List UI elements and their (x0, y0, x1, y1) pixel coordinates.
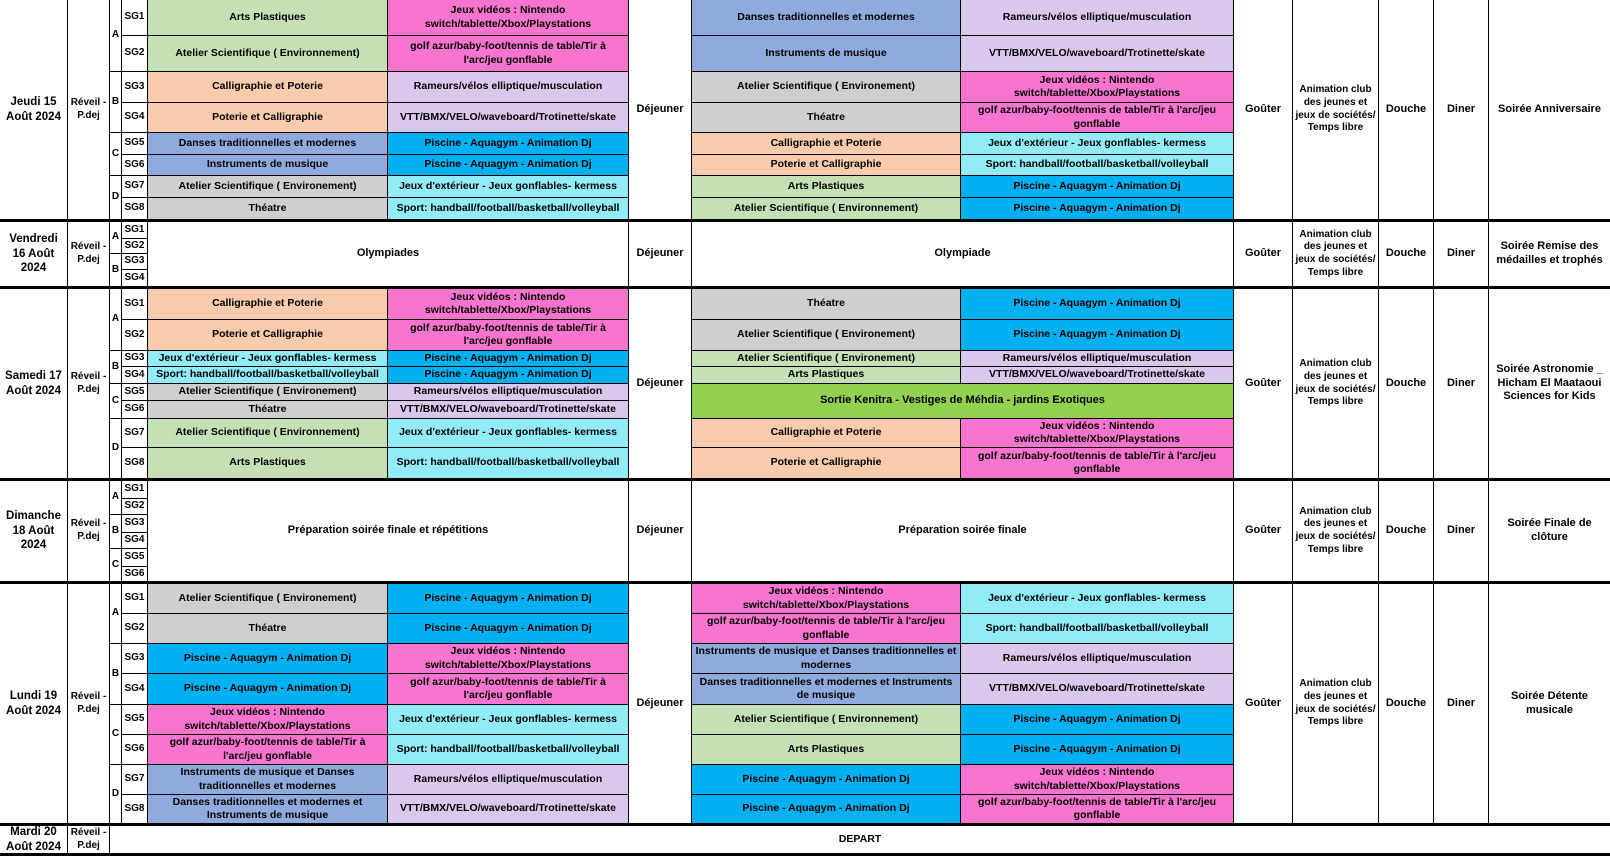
activity-cell: Jeux d'extérieur - Jeux gonflables- kermess (388, 419, 629, 448)
activity-cell: Instruments de musique et Danses traditionnelles et modernes (692, 644, 961, 674)
activity-cell: VTT/BMX/VELO/waveboard/Trotinette/skate (961, 674, 1234, 705)
subgroup-label: SG3 (122, 644, 148, 674)
subgroup-label: SG3 (122, 254, 148, 270)
group-label: B (110, 644, 122, 705)
group-label: D (110, 419, 122, 481)
reveil-cell: Réveil - P.dej (68, 584, 110, 826)
activity-cell: Piscine - Aquagym - Animation Dj (388, 584, 629, 614)
activity-cell: Atelier Scientifique ( Environement) (148, 584, 388, 614)
subgroup-label: SG3 (122, 515, 148, 533)
activity-cell: Jeux d'extérieur - Jeux gonflables- kermess (148, 351, 388, 367)
activity-cell: Rameurs/vélos elliptique/musculation (388, 765, 629, 795)
activity-cell: VTT/BMX/VELO/waveboard/Trotinette/skate (388, 795, 629, 826)
reveil-cell: Réveil - P.dej (68, 222, 110, 289)
diner-cell: Diner (1434, 481, 1489, 584)
animation-cell: Animation club des jeunes et jeux de sociétés/ Temps libre (1293, 0, 1379, 222)
group-label: A (110, 0, 122, 72)
activity-cell: Piscine - Aquagym - Animation Dj (961, 198, 1234, 222)
activity-cell: Piscine - Aquagym - Animation Dj (961, 735, 1234, 765)
activity-cell: Jeux vidéos : Nintendo switch/tablette/Xbox/Playstations (148, 705, 388, 735)
sortie-cell: Sortie Kenitra - Vestiges de Méhdia - jardins Exotiques (692, 384, 1234, 419)
activity-cell: Calligraphie et Poterie (148, 289, 388, 320)
subgroup-label: SG4 (122, 674, 148, 705)
activity-cell: Jeux vidéos : Nintendo switch/tablette/Xbox/Playstations (961, 419, 1234, 448)
subgroup-label: SG2 (122, 320, 148, 351)
activity-cell: Piscine - Aquagym - Animation Dj (692, 795, 961, 826)
gouter-cell: Goûter (1234, 289, 1293, 481)
activity-cell: Rameurs/vélos elliptique/musculation (961, 644, 1234, 674)
activity-cell: Arts Plastiques (148, 0, 388, 36)
activity-cell: Instruments de musique et Danses traditionnelles et modernes (148, 765, 388, 795)
activity-cell: Piscine - Aquagym - Animation Dj (388, 133, 629, 155)
animation-cell: Animation club des jeunes et jeux de sociétés/ Temps libre (1293, 222, 1379, 289)
activity-cell: Piscine - Aquagym - Animation Dj (388, 351, 629, 367)
group-label: A (110, 584, 122, 644)
activity-cell: Piscine - Aquagym - Animation Dj (148, 644, 388, 674)
group-label: B (110, 72, 122, 133)
day-label: Mardi 20 Août 2024 (0, 826, 68, 856)
activity-cell: VTT/BMX/VELO/waveboard/Trotinette/skate (961, 36, 1234, 72)
afternoon-activity: Préparation soirée finale (692, 481, 1234, 584)
subgroup-label: SG7 (122, 419, 148, 448)
activity-cell: Atelier Scientifique ( Environnement) (148, 419, 388, 448)
douche-cell: Douche (1379, 289, 1434, 481)
activity-cell: Jeux d'extérieur - Jeux gonflables- kermess (388, 705, 629, 735)
activity-cell: golf azur/baby-foot/tennis de table/Tir à l'arc/jeu gonflable (961, 795, 1234, 826)
activity-cell: Arts Plastiques (692, 735, 961, 765)
reveil-cell: Réveil - P.dej (68, 0, 110, 222)
activity-cell: Rameurs/vélos elliptique/musculation (388, 72, 629, 103)
group-label: A (110, 481, 122, 515)
activity-cell: Poterie et Calligraphie (692, 448, 961, 481)
activity-cell: Atelier Scientifique ( Environement) (692, 351, 961, 367)
subgroup-label: SG5 (122, 705, 148, 735)
dejeuner-cell: Déjeuner (629, 222, 692, 289)
dejeuner-cell: Déjeuner (629, 584, 692, 826)
activity-cell: Jeux d'extérieur - Jeux gonflables- kermess (961, 584, 1234, 614)
morning-activity: Olympiades (148, 222, 629, 289)
subgroup-label: SG1 (122, 481, 148, 499)
subgroup-label: SG4 (122, 270, 148, 289)
day-label: Vendredi 16 Août 2024 (0, 222, 68, 289)
subgroup-label: SG6 (122, 401, 148, 419)
activity-cell: Piscine - Aquagym - Animation Dj (388, 614, 629, 644)
diner-cell: Diner (1434, 289, 1489, 481)
soiree-cell: Soirée Astronomie _ Hicham El Maataoui Sciences for Kids (1489, 289, 1610, 481)
activity-cell: golf azur/baby-foot/tennis de table/Tir à l'arc/jeu gonflable (961, 103, 1234, 133)
gouter-cell: Goûter (1234, 0, 1293, 222)
activity-cell: Calligraphie et Poterie (692, 419, 961, 448)
activity-cell: Arts Plastiques (148, 448, 388, 481)
group-label: B (110, 254, 122, 289)
activity-cell: Sport: handball/football/basketball/volleyball (388, 735, 629, 765)
activity-cell: Calligraphie et Poterie (692, 133, 961, 155)
douche-cell: Douche (1379, 222, 1434, 289)
activity-cell: Poterie et Calligraphie (148, 103, 388, 133)
reveil-cell: Réveil - P.dej (68, 826, 110, 856)
day-label: Samedi 17 Août 2024 (0, 289, 68, 481)
activity-cell: Instruments de musique (692, 36, 961, 72)
activity-cell: Arts Plastiques (692, 176, 961, 198)
subgroup-label: SG7 (122, 765, 148, 795)
activity-cell: Jeux d'extérieur - Jeux gonflables- kermess (961, 133, 1234, 155)
subgroup-label: SG8 (122, 198, 148, 222)
activity-cell: golf azur/baby-foot/tennis de table/Tir à l'arc/jeu gonflable (148, 735, 388, 765)
activity-cell: Atelier Scientifique ( Environement) (692, 72, 961, 103)
activity-cell: Poterie et Calligraphie (148, 320, 388, 351)
animation-cell: Animation club des jeunes et jeux de sociétés/ Temps libre (1293, 584, 1379, 826)
activity-cell: Calligraphie et Poterie (148, 72, 388, 103)
activity-cell: Théatre (148, 198, 388, 222)
activity-cell: Danses traditionnelles et modernes et Instruments de musique (148, 795, 388, 826)
activity-cell: Jeux vidéos : Nintendo switch/tablette/Xbox/Playstations (692, 584, 961, 614)
depart-cell: DEPART (110, 826, 1610, 856)
activity-cell: Atelier Scientifique ( Environnement) (692, 198, 961, 222)
soiree-cell: Soirée Anniversaire (1489, 0, 1610, 222)
group-label: B (110, 515, 122, 549)
activity-cell: Jeux vidéos : Nintendo switch/tablette/Xbox/Playstations (388, 644, 629, 674)
group-label: D (110, 765, 122, 826)
activity-cell: Théatre (148, 614, 388, 644)
activity-cell: Danses traditionnelles et modernes (692, 0, 961, 36)
diner-cell: Diner (1434, 222, 1489, 289)
subgroup-label: SG7 (122, 176, 148, 198)
activity-cell: golf azur/baby-foot/tennis de table/Tir à l'arc/jeu gonflable (388, 320, 629, 351)
subgroup-label: SG2 (122, 36, 148, 72)
douche-cell: Douche (1379, 584, 1434, 826)
activity-cell: Rameurs/vélos elliptique/musculation (961, 0, 1234, 36)
day-label: Dimanche 18 Août 2024 (0, 481, 68, 584)
activity-cell: Jeux vidéos : Nintendo switch/tablette/Xbox/Playstations (961, 72, 1234, 103)
activity-cell: Atelier Scientifique ( Environement) (692, 320, 961, 351)
morning-activity: Préparation soirée finale et répétitions (148, 481, 629, 584)
subgroup-label: SG1 (122, 584, 148, 614)
subgroup-label: SG8 (122, 448, 148, 481)
activity-cell: Jeux vidéos : Nintendo switch/tablette/Xbox/Playstations (388, 289, 629, 320)
diner-cell: Diner (1434, 0, 1489, 222)
douche-cell: Douche (1379, 0, 1434, 222)
dejeuner-cell: Déjeuner (629, 289, 692, 481)
dejeuner-cell: Déjeuner (629, 481, 692, 584)
activity-cell: golf azur/baby-foot/tennis de table/Tir à l'arc/jeu gonflable (388, 674, 629, 705)
activity-cell: Poterie et Calligraphie (692, 155, 961, 176)
activity-cell: Danses traditionnelles et modernes et Instruments de musique (692, 674, 961, 705)
subgroup-label: SG4 (122, 103, 148, 133)
activity-cell: Piscine - Aquagym - Animation Dj (961, 176, 1234, 198)
activity-cell: Piscine - Aquagym - Animation Dj (388, 155, 629, 176)
diner-cell: Diner (1434, 584, 1489, 826)
activity-cell: VTT/BMX/VELO/waveboard/Trotinette/skate (388, 401, 629, 419)
subgroup-label: SG5 (122, 133, 148, 155)
activity-cell: Piscine - Aquagym - Animation Dj (692, 765, 961, 795)
day-label: Lundi 19 Août 2024 (0, 584, 68, 826)
afternoon-activity: Olympiade (692, 222, 1234, 289)
subgroup-label: SG6 (122, 567, 148, 584)
activity-cell: Théatre (692, 289, 961, 320)
activity-cell: Théatre (692, 103, 961, 133)
activity-cell: Sport: handball/football/basketball/volleyball (388, 448, 629, 481)
subgroup-label: SG5 (122, 549, 148, 567)
subgroup-label: SG1 (122, 289, 148, 320)
activity-cell: Atelier Scientifique ( Environnement) (692, 705, 961, 735)
activity-cell: Piscine - Aquagym - Animation Dj (961, 289, 1234, 320)
douche-cell: Douche (1379, 481, 1434, 584)
subgroup-label: SG2 (122, 499, 148, 515)
activity-cell: Atelier Scientifique ( Environnement) (148, 36, 388, 72)
subgroup-label: SG4 (122, 533, 148, 549)
subgroup-label: SG3 (122, 351, 148, 367)
dejeuner-cell: Déjeuner (629, 0, 692, 222)
activity-cell: golf azur/baby-foot/tennis de table/Tir à l'arc/jeu gonflable (388, 36, 629, 72)
subgroup-label: SG8 (122, 795, 148, 826)
soiree-cell: Soirée Finale de clôture (1489, 481, 1610, 584)
activity-cell: Sport: handball/football/basketball/volleyball (388, 198, 629, 222)
group-label: C (110, 133, 122, 176)
activity-cell: Piscine - Aquagym - Animation Dj (148, 674, 388, 705)
subgroup-label: SG1 (122, 0, 148, 36)
activity-cell: golf azur/baby-foot/tennis de table/Tir à l'arc/jeu gonflable (961, 448, 1234, 481)
reveil-cell: Réveil - P.dej (68, 481, 110, 584)
activity-cell: VTT/BMX/VELO/waveboard/Trotinette/skate (388, 103, 629, 133)
activity-cell: Jeux d'extérieur - Jeux gonflables- kermess (388, 176, 629, 198)
group-label: A (110, 289, 122, 351)
subgroup-label: SG1 (122, 222, 148, 239)
group-label: C (110, 549, 122, 584)
soiree-cell: Soirée Remise des médailles et trophés (1489, 222, 1610, 289)
activity-cell: Piscine - Aquagym - Animation Dj (388, 367, 629, 384)
subgroup-label: SG4 (122, 367, 148, 384)
activity-cell: Instruments de musique (148, 155, 388, 176)
activity-cell: Jeux vidéos : Nintendo switch/tablette/Xbox/Playstations (388, 0, 629, 36)
animation-cell: Animation club des jeunes et jeux de sociétés/ Temps libre (1293, 481, 1379, 584)
activity-cell: golf azur/baby-foot/tennis de table/Tir à l'arc/jeu gonflable (692, 614, 961, 644)
activity-cell: Rameurs/vélos elliptique/musculation (961, 351, 1234, 367)
group-label: A (110, 222, 122, 254)
subgroup-label: SG2 (122, 614, 148, 644)
activity-cell: Sport: handball/football/basketball/volleyball (961, 155, 1234, 176)
activity-cell: Sport: handball/football/basketball/volleyball (148, 367, 388, 384)
animation-cell: Animation club des jeunes et jeux de sociétés/ Temps libre (1293, 289, 1379, 481)
activity-cell: Atelier Scientifique ( Environement) (148, 176, 388, 198)
activity-cell: VTT/BMX/VELO/waveboard/Trotinette/skate (961, 367, 1234, 384)
soiree-cell: Soirée Détente musicale (1489, 584, 1610, 826)
gouter-cell: Goûter (1234, 584, 1293, 826)
group-label: C (110, 705, 122, 765)
activity-cell: Atelier Scientifique ( Environement) (148, 384, 388, 401)
activity-cell: Sport: handball/football/basketball/volleyball (961, 614, 1234, 644)
subgroup-label: SG6 (122, 155, 148, 176)
day-label: Jeudi 15 Août 2024 (0, 0, 68, 222)
subgroup-label: SG3 (122, 72, 148, 103)
activity-cell: Rameurs/vélos elliptique/musculation (388, 384, 629, 401)
group-label: C (110, 384, 122, 419)
activity-cell: Piscine - Aquagym - Animation Dj (961, 705, 1234, 735)
activity-cell: Théatre (148, 401, 388, 419)
reveil-cell: Réveil - P.dej (68, 289, 110, 481)
gouter-cell: Goûter (1234, 222, 1293, 289)
activity-cell: Jeux vidéos : Nintendo switch/tablette/Xbox/Playstations (961, 765, 1234, 795)
group-label: B (110, 351, 122, 384)
activity-cell: Piscine - Aquagym - Animation Dj (961, 320, 1234, 351)
subgroup-label: SG5 (122, 384, 148, 401)
activity-cell: Danses traditionnelles et modernes (148, 133, 388, 155)
group-label: D (110, 176, 122, 222)
gouter-cell: Goûter (1234, 481, 1293, 584)
activity-cell: Arts Plastiques (692, 367, 961, 384)
subgroup-label: SG2 (122, 239, 148, 254)
subgroup-label: SG6 (122, 735, 148, 765)
